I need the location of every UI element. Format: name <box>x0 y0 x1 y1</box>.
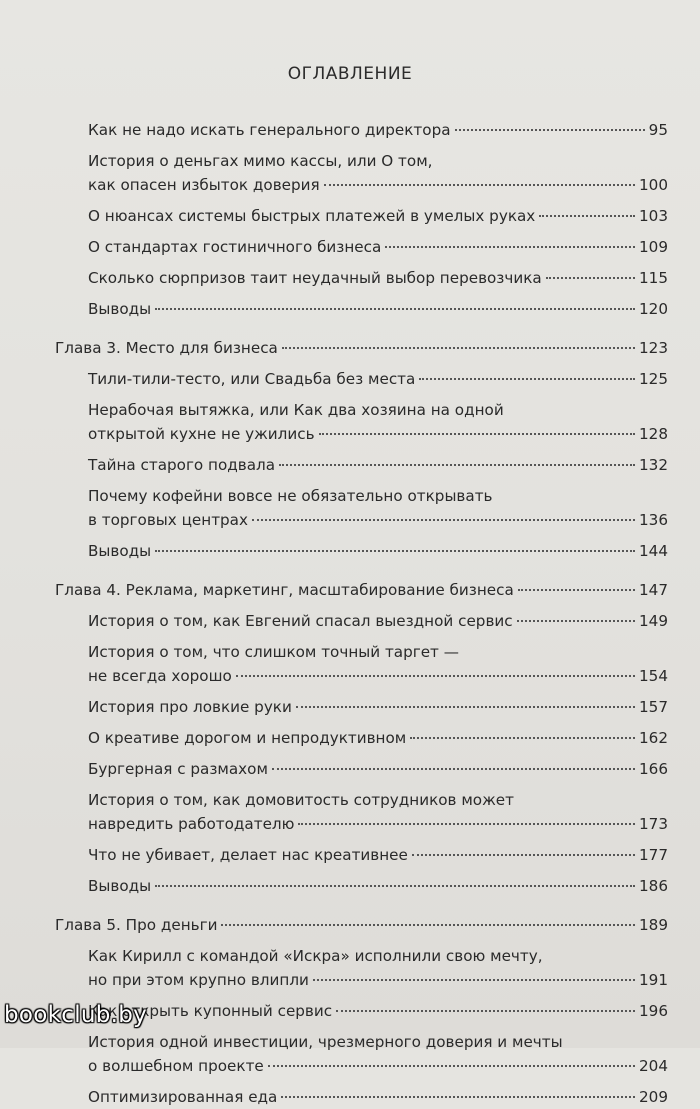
page-number: 186 <box>639 877 668 895</box>
toc-entry-last-line <box>88 1085 668 1109</box>
page-number: 132 <box>639 456 668 474</box>
toc-entry[interactable] <box>88 118 668 142</box>
toc-chapter-entry[interactable] <box>55 336 668 360</box>
toc-entry[interactable] <box>88 726 668 750</box>
toc-entry-title: Тайна старого подвала <box>88 456 276 474</box>
dot-leader <box>313 979 635 981</box>
page-number: 120 <box>639 300 668 318</box>
toc-entry-title: Что не убивает, делает нас креативнее <box>88 846 408 864</box>
toc-entry-last-line <box>55 913 668 937</box>
toc-entry[interactable] <box>88 539 668 563</box>
toc-entry-title: История про ловкие руки <box>88 698 292 716</box>
toc-entry-title-line: История о деньгах мимо кассы, или О том, <box>88 152 433 170</box>
toc-entry[interactable] <box>88 640 668 688</box>
toc-entry-title: О креативе дорогом и непродуктивном <box>88 729 407 747</box>
spacer <box>0 836 700 843</box>
toc-entry-title: в торговых центрах <box>88 511 248 529</box>
page-number: 209 <box>639 1088 668 1106</box>
page-number: 154 <box>639 667 668 685</box>
toc-entry[interactable] <box>88 944 668 992</box>
toc-entry-title: не всегда хорошо <box>88 667 232 685</box>
spacer <box>0 898 700 913</box>
toc-entry-last-line <box>88 609 668 633</box>
spacer <box>0 750 700 757</box>
toc-entry-last-line <box>88 118 668 142</box>
dot-leader <box>296 706 635 708</box>
page-number: 162 <box>639 729 668 747</box>
page-number: 103 <box>639 207 668 225</box>
spacer <box>0 321 700 336</box>
toc-entry-last-line <box>88 508 668 532</box>
toc-entry-last-line <box>88 266 668 290</box>
dot-leader <box>385 246 635 248</box>
dot-leader <box>272 768 635 770</box>
dot-leader <box>155 885 635 887</box>
toc-entry-last-line <box>88 999 668 1023</box>
dot-leader <box>236 675 635 677</box>
toc-entry[interactable] <box>88 149 668 197</box>
toc-entry-last-line <box>88 664 668 688</box>
dot-leader <box>546 277 635 279</box>
spacer <box>0 602 700 609</box>
toc-entry-title: открытой кухне не ужились <box>88 425 315 443</box>
page-number: 189 <box>639 916 668 934</box>
dot-leader <box>518 589 635 591</box>
page-number: 177 <box>639 846 668 864</box>
spacer <box>0 142 700 149</box>
table-of-contents <box>0 118 700 1109</box>
page-number: 136 <box>639 511 668 529</box>
toc-entry-last-line <box>88 843 668 867</box>
spacer <box>0 937 700 944</box>
toc-entry-last-line <box>88 453 668 477</box>
toc-entry-last-line <box>88 367 668 391</box>
dot-leader <box>419 378 635 380</box>
toc-entry[interactable] <box>88 297 668 321</box>
toc-entry[interactable] <box>88 874 668 898</box>
page-number: 128 <box>639 425 668 443</box>
dot-leader <box>410 737 635 739</box>
toc-entry[interactable] <box>88 1085 668 1109</box>
dot-leader <box>336 1010 635 1012</box>
toc-entry-title: Глава 3. Место для бизнеса <box>55 339 278 357</box>
spacer <box>0 360 700 367</box>
page-number: 147 <box>639 581 668 599</box>
spacer <box>0 532 700 539</box>
dot-leader <box>279 464 635 466</box>
page-number: 204 <box>639 1057 668 1075</box>
toc-entry-last-line <box>88 422 668 446</box>
toc-entry-title: Глава 4. Реклама, маркетинг, масштабирование бизнеса <box>55 581 514 599</box>
toc-entry-title: Как открыть купонный сервис <box>88 1002 333 1020</box>
spacer <box>0 867 700 874</box>
spacer <box>0 290 700 297</box>
toc-entry-last-line <box>88 812 668 836</box>
toc-entry-title-line: История о том, как домовитость сотрудников может <box>88 791 514 809</box>
toc-entry-title: навредить работодателю <box>88 815 295 833</box>
dot-leader <box>155 550 635 552</box>
toc-entry-title: Выводы <box>88 542 152 560</box>
toc-entry-last-line <box>55 578 668 602</box>
page-title: ОГЛАВЛЕНИЕ <box>287 64 413 84</box>
toc-entry-last-line <box>88 874 668 898</box>
toc-entry-title: Тили-тили-тесто, или Свадьба без места <box>88 370 416 388</box>
dot-leader <box>282 347 635 349</box>
toc-entry[interactable] <box>88 204 668 228</box>
spacer <box>0 197 700 204</box>
toc-entry-title: История о том, как Евгений спасал выездной сервис <box>88 612 513 630</box>
toc-entry-title: Как не надо искать генерального директора <box>88 121 451 139</box>
toc-entry-title: как опасен избыток доверия <box>88 176 320 194</box>
toc-entry[interactable] <box>88 788 668 836</box>
toc-entry[interactable] <box>88 367 668 391</box>
spacer <box>0 228 700 235</box>
page-number: 123 <box>639 339 668 357</box>
spacer <box>0 391 700 398</box>
dot-leader <box>281 1096 635 1098</box>
dot-leader <box>298 823 635 825</box>
toc-entry[interactable] <box>88 484 668 532</box>
toc-entry-title: О нюансах системы быстрых платежей в умелых руках <box>88 207 536 225</box>
watermark: bookclub.by <box>4 1002 148 1028</box>
spacer <box>0 781 700 788</box>
dot-leader <box>324 184 635 186</box>
spacer <box>0 446 700 453</box>
page-number: 196 <box>639 1002 668 1020</box>
toc-entry-last-line <box>88 297 668 321</box>
toc-entry-title-line: Почему кофейни вовсе не обязательно открывать <box>88 487 493 505</box>
toc-entry[interactable] <box>88 609 668 633</box>
toc-entry-title-line: История одной инвестиции, чрезмерного доверия и мечты <box>88 1033 563 1051</box>
toc-entry-title-line: История о том, что слишком точный таргет — <box>88 643 459 661</box>
toc-entry-title: Выводы <box>88 300 152 318</box>
toc-entry-title: но при этом крупно влипли <box>88 971 309 989</box>
spacer <box>0 633 700 640</box>
dot-leader <box>155 308 635 310</box>
toc-entry[interactable] <box>88 235 668 259</box>
page-number: 157 <box>639 698 668 716</box>
toc-entry[interactable] <box>88 843 668 867</box>
toc-chapter-entry[interactable] <box>55 578 668 602</box>
toc-entry-title: Выводы <box>88 877 152 895</box>
page-number: 144 <box>639 542 668 560</box>
page-number: 109 <box>639 238 668 256</box>
dot-leader <box>319 433 635 435</box>
toc-entry-last-line <box>88 695 668 719</box>
dot-leader <box>268 1065 635 1067</box>
toc-entry[interactable] <box>88 398 668 446</box>
spacer <box>0 563 700 578</box>
toc-entry[interactable] <box>88 1030 668 1078</box>
page-number: 166 <box>639 760 668 778</box>
toc-entry[interactable] <box>88 999 668 1023</box>
toc-entry-last-line <box>88 204 668 228</box>
page-number: 100 <box>639 176 668 194</box>
page-number: 149 <box>639 612 668 630</box>
toc-entry-title: Оптимизированная еда <box>88 1088 278 1106</box>
toc-entry-title-line: Как Кирилл с командой «Искра» исполнили свою мечту, <box>88 947 543 965</box>
dot-leader <box>539 215 635 217</box>
toc-entry-last-line <box>88 1054 668 1078</box>
page-number: 173 <box>639 815 668 833</box>
dot-leader <box>412 854 635 856</box>
page-number: 115 <box>639 269 668 287</box>
toc-entry-last-line <box>88 968 668 992</box>
toc-entry-title: о волшебном проекте <box>88 1057 264 1075</box>
page-number: 95 <box>648 121 668 139</box>
spacer <box>0 992 700 999</box>
toc-entry-title-line: Нерабочая вытяжка, или Как два хозяина на одной <box>88 401 504 419</box>
toc-entry-title: Сколько сюрпризов таит неудачный выбор перевозчика <box>88 269 542 287</box>
toc-entry[interactable] <box>88 695 668 719</box>
toc-entry-last-line <box>88 539 668 563</box>
spacer <box>0 477 700 484</box>
spacer <box>0 688 700 695</box>
toc-chapter-entry[interactable] <box>55 913 668 937</box>
page-number: 191 <box>639 971 668 989</box>
dot-leader <box>252 519 635 521</box>
toc-entry-last-line <box>55 336 668 360</box>
toc-entry-title: О стандартах гостиничного бизнеса <box>88 238 382 256</box>
spacer <box>0 719 700 726</box>
toc-entry-last-line <box>88 235 668 259</box>
toc-entry[interactable] <box>88 453 668 477</box>
toc-entry-last-line <box>88 757 668 781</box>
toc-entry-last-line <box>88 173 668 197</box>
dot-leader <box>221 924 635 926</box>
toc-entry-title: Глава 5. Про деньги <box>55 916 218 934</box>
page-number: 125 <box>639 370 668 388</box>
toc-entry-last-line <box>88 726 668 750</box>
toc-entry[interactable] <box>88 757 668 781</box>
toc-entry[interactable] <box>88 266 668 290</box>
dot-leader <box>517 620 635 622</box>
dot-leader <box>455 129 645 131</box>
toc-entry-title: Бургерная с размахом <box>88 760 268 778</box>
spacer <box>0 1078 700 1085</box>
spacer <box>0 259 700 266</box>
